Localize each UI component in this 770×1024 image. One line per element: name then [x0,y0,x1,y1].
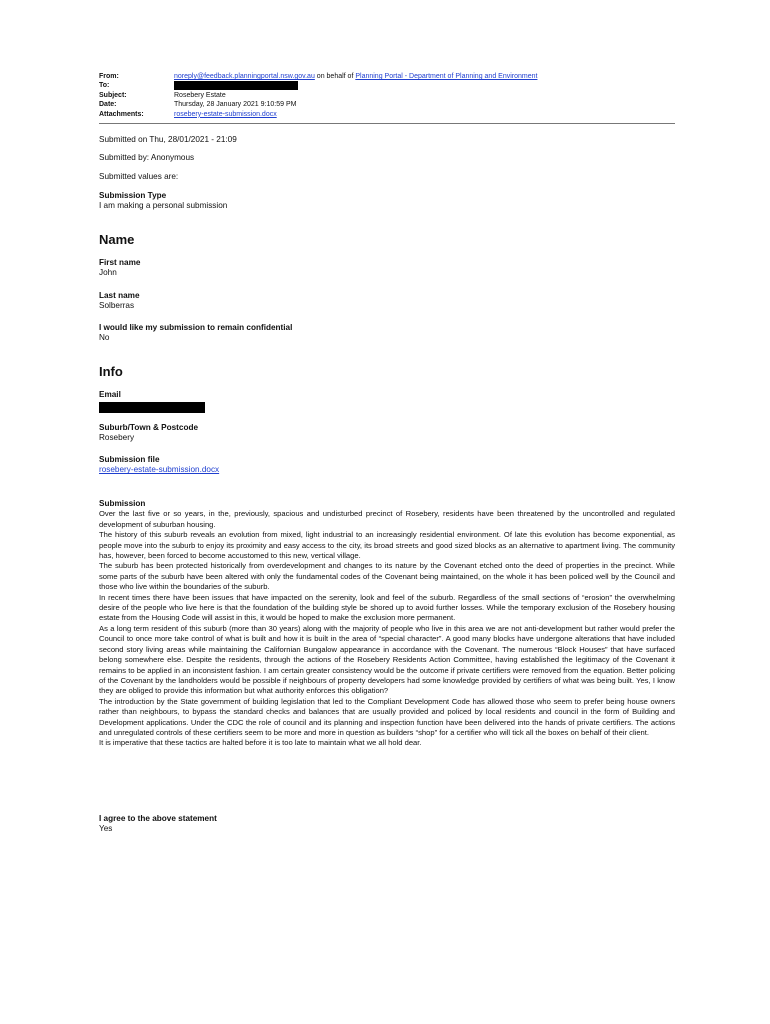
date-label: Date: [99,101,117,109]
suburb-label: Suburb/Town & Postcode [99,423,199,432]
agree-value: Yes [99,824,113,834]
submission-paragraph: The introduction by the State government of building legislation that led to the Compliant Development Code has allowed those who seem to prefer being house owners rather than neighbours, to bypass the standard checks and balances that are usually provided and policed by local residents and council in the form of Building and Development applications. Under the CDC the role of council and its planning and inspection function have been delivered into the hands of private certifiers. The actions and unregulated controls of these certifiers seem to be more and more in question as builders “shop” for a certifier who will tick all the boxes on behalf of their client. [99,696,675,737]
header-divider [99,123,675,124]
submission-paragraph: The history of this suburb reveals an evolution from mixed, light industrial to an increasingly residential environment. Of late this evolution has become exponential, as people move into the suburb to enjoy its proximity and easy access to the city, its broad streets and good sized blocks as an alternative to apartment living. The community has, however, been forced to become accustomed to this new, vertical village. [99,530,675,561]
confidential-value: No [99,333,110,343]
submission-type-value: I am making a personal submission [99,201,228,211]
submission-file-field [99,455,675,476]
suburb-value: Rosebery [99,433,135,443]
last-name-label: Last name [99,291,140,300]
agree-field [99,814,675,835]
attachments-label: Attachments: [99,110,144,118]
submission-label: Submission [99,499,146,508]
email-redaction [99,402,205,413]
name-heading: Name [99,232,135,247]
info-heading: Info [99,364,123,379]
to-row [99,81,675,90]
submission-field [99,499,675,749]
email-label: Email [99,390,121,399]
submission-file-link[interactable]: rosebery-estate-submission.docx [99,465,220,475]
submission-file-label: Submission file [99,455,160,464]
date-row [99,100,675,109]
email-field [99,390,675,413]
submission-type-field [99,191,675,212]
submission-paragraph: As a long term resident of this suburb (more than 30 years) along with the majority of people who live in this area we are not anti-development but rather would prefer the Council to once more take control of what is built and how it is built in the area of “special character”. A good many blocks have undergone alterations that have included second story living areas while maintaining the Californian Bungalow appearance in accordance with the Covenant. The numerous “Block Houses” that have surfaced belong somewhere else. Despite the residents, through the actions of the Rosebery Residents Action Committee, having established the legitimacy of the Covenant it remains to be applied in an inconsistent fashion. I am certain greater consistency would be the outcome if private certifiers were removed from the equation. Better policing of the Covenant by the landholders would be possible if neighbours of property developers had some knowledge provided by certifiers of what was being built. Yes, I know they are obliged to provide this information but what authority enforces this obligation? [99,623,675,696]
first-name-value: John [99,268,117,278]
confidential-field [99,323,675,344]
submitted-on: Submitted on Thu, 28/01/2021 - 21:09 [99,135,237,144]
subject-value: Rosebery Estate [174,91,226,99]
from-org-link[interactable]: Planning Portal - Department of Planning and Environment [355,73,538,80]
first-name-label: First name [99,258,141,267]
submitted-values: Submitted values are: [99,172,179,181]
submission-paragraph: In recent times there have been issues that have impacted on the serenity, look and feel of the suburb. Regardless of the small sections of “erosion” the overwhelming desire of the people who live here is that the foundation of the building style be shored up to avoid further losses. While the temporary exclusion of the Rosebery housing estate from the Housing Code will assist in this, it would be hoped to make the exclusion more permanent. [99,592,675,623]
email-header [99,72,675,124]
from-label: From: [99,73,119,80]
email-page [99,72,675,834]
suburb-field [99,423,675,444]
from-mid-text: on behalf of [314,73,356,80]
from-row [99,72,675,81]
submission-type-label: Submission Type [99,191,167,200]
attachments-row [99,110,675,119]
to-label: To: [99,82,110,90]
submitted-by: Submitted by: Anonymous [99,153,195,162]
agree-label: I agree to the above statement [99,814,217,823]
date-value: Thursday, 28 January 2021 9:10:59 PM [174,101,297,109]
submission-paragraph: It is imperative that these tactics are halted before it is too late to maintain what we all hold dear. [99,738,422,748]
confidential-label: I would like my submission to remain confidential [99,323,293,332]
submission-text [99,509,675,748]
submission-paragraph: The suburb has been protected historically from overdevelopment and changes to its nature by the Covenant etched onto the deed of properties in the precinct. While some parts of the suburb have been altered with only the fundamental codes of the Covenant being maintained, on the whole it has been policed well by the Council and those who live within the boundaries of the suburb. [99,561,675,592]
submission-paragraph: Over the last five or so years, in the, previously, spacious and undisturbed precinct of Rosebery, residents have been threatened by the uncontrolled and regulated development of suburban housing. [99,509,675,529]
last-name-value: Solberras [99,301,135,311]
attachment-link[interactable]: rosebery-estate-submission.docx [174,110,277,118]
last-name-field [99,291,675,312]
from-email-link[interactable]: noreply@feedback.planningportal.nsw.gov.au [174,73,315,80]
subject-label: Subject: [99,91,127,99]
subject-row [99,91,675,100]
to-redaction [174,81,298,90]
first-name-field [99,258,675,279]
